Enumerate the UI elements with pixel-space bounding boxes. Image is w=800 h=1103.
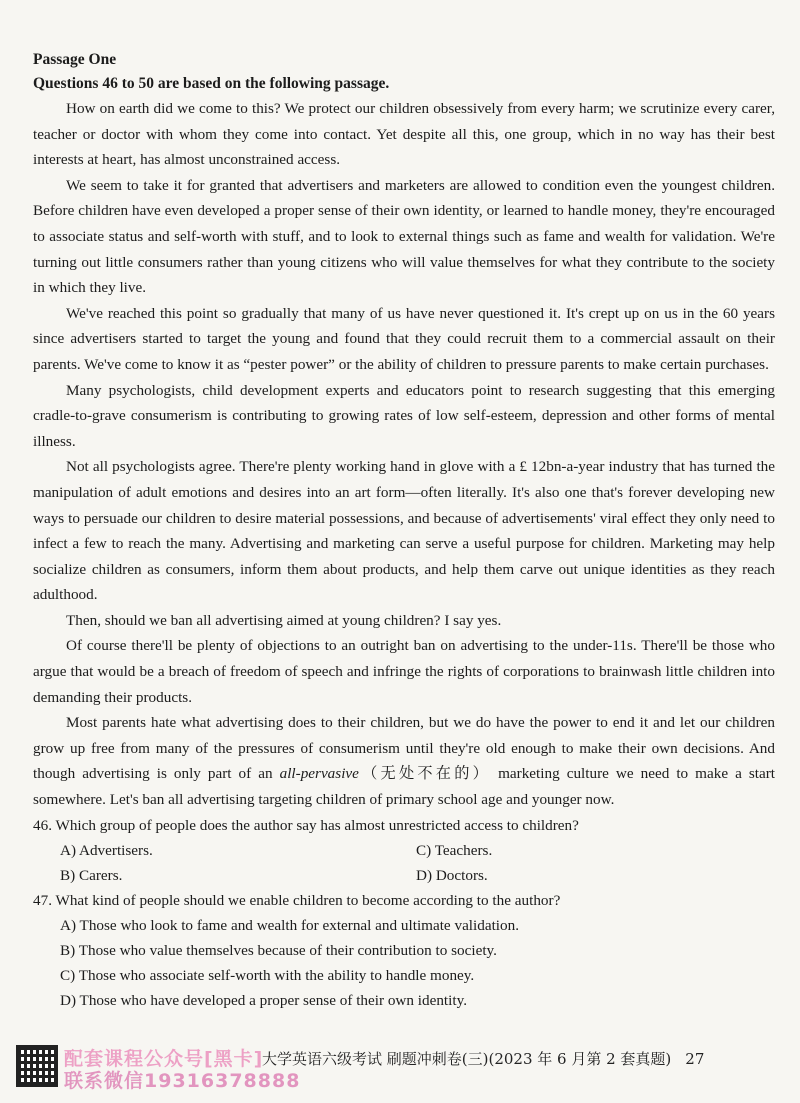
paragraph-1: How on earth did we come to this? We protect our children obsessively from every harm; we scrutinize every carer, teacher or doctor with whom they come into contact. Yet despite all this, one group, which in no way has their best interests at heart, has almost unconstrained access. [33, 100, 775, 169]
question-47-option-a: A) Those who look to fame and wealth for external and ultimate validation. [60, 916, 520, 934]
question-46-options [33, 838, 775, 888]
question-46-option-a: A) Advertisers. [60, 841, 153, 859]
running-title [262, 1048, 704, 1069]
question-46-option-b: B) Carers. [60, 866, 123, 884]
paragraph-8-gloss: （无处不在的） [358, 765, 492, 783]
watermark-line-2: 联系微信19316378888 [64, 1070, 301, 1092]
paragraph-4: Many psychologists, child development experts and educators point to research suggesting that this emerging cradle-to-grave consumerism is contributing to growing rates of low self-esteem, depression and other forms of mental illness. [33, 381, 775, 450]
paragraph-8-text-a: Most parents hate what advertising does to their children, but we do have the power to end it and let our children grow up free from many of the pressures of consumerism until they're old enough to make their own decisions. And though advertising is only part of an [33, 714, 775, 783]
exam-page [33, 48, 775, 1013]
paragraph-8-text-b: marketing culture we need to make a start somewhere. Let's ban all advertising targeting children of primary school age and younger now. [33, 765, 776, 809]
question-46-option-d: D) Doctors. [416, 866, 488, 884]
question-47-option-d: D) Those who have developed a proper sense of their own identity. [60, 991, 467, 1009]
question-47 [33, 888, 775, 1013]
question-46-stem: 46. Which group of people does the author say has almost unrestricted access to children? [33, 816, 579, 834]
paragraph-3: We've reached this point so gradually that many of us have never questioned it. It's crept up on us in the 60 years since advertisers started to target the young and found that they could recruit them to a commercial assault on their parents. We've come to know it as “pester power” or the ability of children to pressure parents to make certain purchases. [33, 304, 775, 373]
page-number: 27 [685, 1050, 705, 1068]
paragraph-2: We seem to take it for granted that advertisers and marketers are allowed to condition even the youngest children. Before children have even developed a proper sense of their own identity, or learned to handle money, they're encouraged to associate status and self-worth with stuff, and to look to external things such as fame and wealth for validation. We're turning out little consumers rather than young citizens who will value themselves for what they contribute to the society in which they live. [33, 176, 775, 297]
passage-instructions: Questions 46 to 50 are based on the following passage. [33, 75, 390, 92]
passage-title: Passage One [33, 51, 117, 68]
question-46 [33, 813, 775, 888]
paragraph-8 [33, 710, 775, 812]
question-47-option-b: B) Those who value themselves because of their contribution to society. [60, 941, 497, 959]
watermark-line-1: 配套课程公众号[黑卡] [64, 1048, 264, 1070]
page-footer [0, 1040, 800, 1090]
question-47-option-c: C) Those who associate self-worth with the ability to handle money. [60, 966, 475, 984]
qr-code-icon [16, 1045, 58, 1087]
question-46-option-c: C) Teachers. [416, 841, 493, 859]
running-title-text: 大学英语六级考试 刷题冲刺卷(三)(2023 年 6 月第 2 套真题) [262, 1050, 672, 1068]
paragraph-8-italic-term: all-pervasive [279, 765, 359, 783]
paragraph-5: Not all psychologists agree. There're plenty working hand in glove with a £ 12bn-a-year industry that has turned the manipulation of adult emotions and desires into an art form—often literally. It's also one that's forever developing new ways to persuade our children to desire material possessions, and because of advertisements' viral effect they only need to infect a few to reach the many. Advertising and marketing can serve a useful purpose for children. Marketing may help socialize children as consumers, inform them about products, and help them carve out unique identities as they reach adulthood. [33, 458, 775, 604]
paragraph-7: Of course there'll be plenty of objections to an outright ban on advertising to the under-11s. There'll be those who argue that would be a breach of freedom of speech and infringe the rights of corporations to brainwash little children into demanding their products. [33, 637, 775, 706]
paragraph-6: Then, should we ban all advertising aimed at young children? I say yes. [66, 611, 502, 629]
question-47-stem: 47. What kind of people should we enable children to become according to the author? [33, 891, 561, 909]
